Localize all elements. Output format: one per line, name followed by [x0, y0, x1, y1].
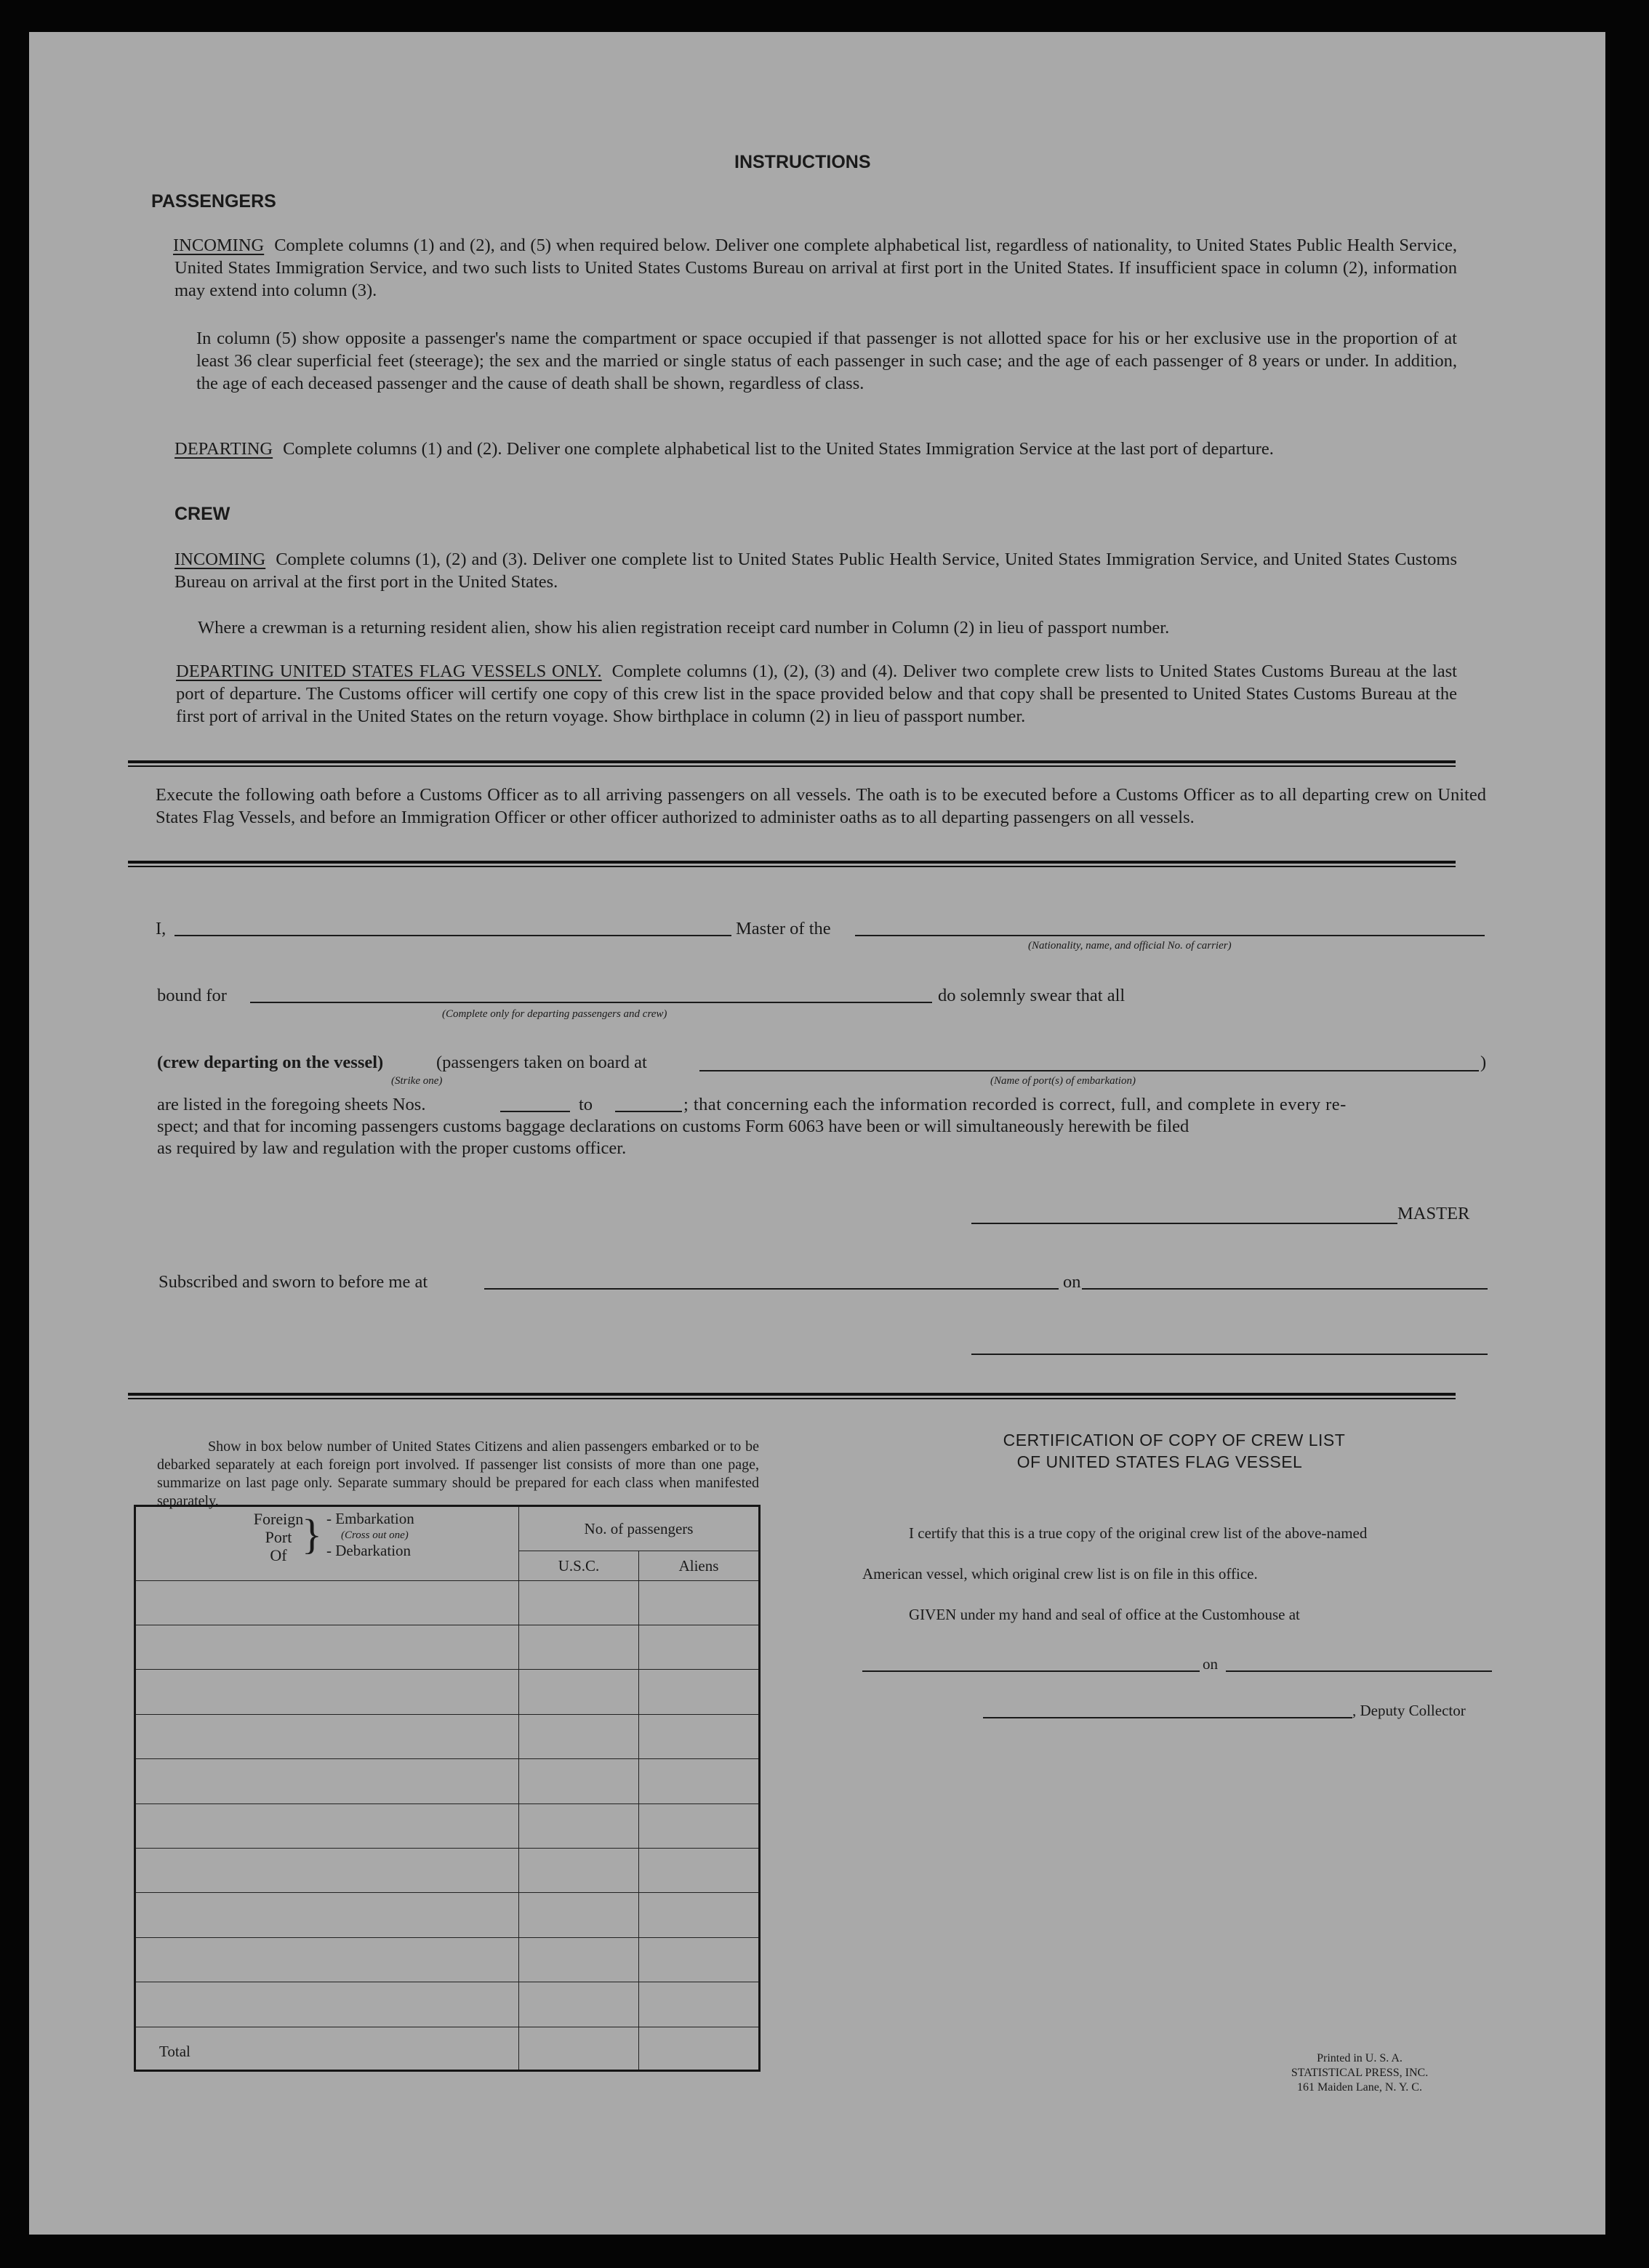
- divider-rule: [128, 1393, 1456, 1399]
- certify-text: I certify that this is a true copy of the original crew list of the above-named: [909, 1524, 1368, 1542]
- master-signature-field[interactable]: [971, 1223, 1397, 1224]
- crew-departing-label: DEPARTING UNITED STATES FLAG VESSELS ONLY.: [176, 662, 602, 681]
- port-cell[interactable]: [135, 1982, 519, 2027]
- master-label: MASTER: [1397, 1204, 1470, 1223]
- foreign-port-of-label: [249, 1510, 308, 1564]
- passengers-departing-paragraph: [174, 438, 1457, 460]
- swear-text: do solemnly swear that all: [938, 986, 1126, 1005]
- listed-prefix: are listed in the foregoing sheets Nos.: [157, 1095, 426, 1114]
- carrier-caption: (Nationality, name, and official No. of carrier): [1028, 940, 1232, 952]
- crew-departing-paragraph: [176, 660, 1457, 728]
- sworn-date-field[interactable]: [1082, 1288, 1488, 1290]
- passengers-taken-option[interactable]: (passengers taken on board at: [436, 1053, 647, 1072]
- aliens-cell[interactable]: [639, 1982, 760, 2027]
- foreign-label: Foreign: [253, 1510, 304, 1528]
- aliens-cell[interactable]: [639, 1937, 760, 1982]
- printer-line1: Printed in U. S. A.: [1317, 2052, 1403, 2064]
- no-of-passengers-header: No. of passengers: [519, 1506, 760, 1551]
- aliens-cell[interactable]: [639, 1580, 760, 1625]
- brace-icon: }: [302, 1511, 322, 1558]
- aliens-cell[interactable]: [639, 1714, 760, 1758]
- deputy-signature-field[interactable]: [983, 1717, 1352, 1718]
- port-cell[interactable]: [135, 1803, 519, 1848]
- customhouse-field[interactable]: [862, 1670, 1200, 1672]
- sheet-to-field[interactable]: [615, 1111, 682, 1112]
- certification-date-field[interactable]: [1226, 1670, 1492, 1672]
- crew-departing-text: (crew departing on the vessel): [157, 1053, 384, 1072]
- printer-line3: 161 Maiden Lane, N. Y. C.: [1297, 2081, 1422, 2094]
- aliens-cell[interactable]: [639, 1625, 760, 1670]
- crew-resident-text: Where a crewman is a returning resident alien, show his alien registration receipt card number in Column (2) in lieu of passport number.: [198, 618, 1170, 638]
- port-cell[interactable]: [135, 1937, 519, 1982]
- port-cell[interactable]: [135, 1625, 519, 1670]
- aliens-total-cell[interactable]: [639, 2027, 760, 2070]
- sheet-from-field[interactable]: [500, 1111, 570, 1112]
- crew-incoming-paragraph: [174, 548, 1457, 593]
- certification-title-line1: CERTIFICATION OF COPY OF CREW LIST: [1003, 1431, 1346, 1449]
- aliens-header: Aliens: [639, 1551, 760, 1580]
- certification-title-line2: OF UNITED STATES FLAG VESSEL: [1016, 1452, 1303, 1471]
- debarkation-label[interactable]: - Debarkation: [326, 1542, 412, 1559]
- divider-rule: [128, 861, 1456, 867]
- usc-cell[interactable]: [519, 1893, 639, 1937]
- usc-total-cell[interactable]: [519, 2027, 639, 2070]
- embarkation-label[interactable]: - Embarkation: [326, 1510, 414, 1527]
- usc-cell[interactable]: [519, 1714, 639, 1758]
- bound-for-label: bound for: [157, 986, 227, 1005]
- passengers-departing-text: Complete columns (1) and (2). Deliver one complete alphabetical list to the United States Immigration Service at the last port of departure.: [283, 439, 1274, 459]
- port-cell[interactable]: [135, 1714, 519, 1758]
- strike-one-caption: (Strike one): [391, 1075, 443, 1087]
- usc-cell[interactable]: [519, 1803, 639, 1848]
- aliens-cell[interactable]: [639, 1670, 760, 1714]
- officer-signature-field[interactable]: [971, 1354, 1488, 1355]
- usc-cell[interactable]: [519, 1625, 639, 1670]
- aliens-cell[interactable]: [639, 1893, 760, 1937]
- usc-cell[interactable]: [519, 1670, 639, 1714]
- aliens-cell[interactable]: [639, 1848, 760, 1892]
- to-label: to: [579, 1095, 593, 1114]
- oath-line3: as required by law and regulation with the proper customs officer.: [157, 1138, 627, 1158]
- port-cell[interactable]: [135, 1759, 519, 1803]
- crew-incoming-text: Complete columns (1), (2) and (3). Deliver one complete list to United States Public Health Service, United States Immigration Service, and United States Customs Bureau on arrival at the first port in the United States.: [174, 550, 1457, 592]
- given-text: GIVEN under my hand and seal of office at the Customhouse at: [909, 1606, 1300, 1623]
- usc-cell[interactable]: [519, 1937, 639, 1982]
- summary-note: Show in box below number of United States Citizens and alien passengers embarked or to be debarked separately at each foreign port involved. If passenger list consists of more than one page, summarize on last page only. Separate summary should be prepared for each class when manifested separately.: [157, 1439, 759, 1509]
- passengers-departing-label: DEPARTING: [174, 439, 273, 459]
- usc-header: U.S.C.: [519, 1551, 639, 1580]
- passengers-column5-text: In column (5) show opposite a passenger's name the compartment or space occupied if that passenger is not allotted space for his or her exclusive use in the proportion of at least 36 clear superficial feet (steerage); the sex and the married or single status of each passenger in such case; and the age of each passenger of 8 years or under. In addition, the age of each deceased passenger and the cause of death shall be shown, regardless of class.: [196, 329, 1457, 393]
- ports-caption: (Name of port(s) of embarkation): [990, 1075, 1136, 1087]
- listed-suffix: ; that concerning each the information recorded is correct, full, and complete in every re-: [683, 1095, 1347, 1114]
- crew-departing-option[interactable]: [157, 1051, 383, 1074]
- passengers-incoming-label: INCOMING: [173, 236, 265, 255]
- port-cell[interactable]: [135, 1670, 519, 1714]
- usc-cell[interactable]: [519, 1580, 639, 1625]
- usc-cell[interactable]: [519, 1982, 639, 2027]
- on-label: on: [1063, 1272, 1081, 1292]
- aliens-cell[interactable]: [639, 1759, 760, 1803]
- cross-out-caption: (Cross out one): [341, 1529, 409, 1541]
- passengers-incoming-text: Complete columns (1) and (2), and (5) when required below. Deliver one complete alphabetical list, regardless of nationality, to United States Public Health Service, United States Immigration Service, and two such lists to United States Customs Bureau on arrival at first port in the United States. If insufficient space in column (2), information may extend into column (3).: [174, 236, 1457, 300]
- crew-incoming-label: INCOMING: [174, 550, 266, 569]
- certification-on-label: on: [1203, 1655, 1218, 1673]
- passenger-summary-table: [134, 1505, 761, 2072]
- divider-rule: [128, 760, 1456, 767]
- port-label: Port: [265, 1528, 292, 1546]
- subscribed-label: Subscribed and sworn to before me at: [159, 1272, 428, 1292]
- passengers-incoming-paragraph: [174, 234, 1457, 302]
- master-of-the-label: Master of the: [736, 919, 831, 938]
- port-cell[interactable]: [135, 1848, 519, 1892]
- crew-heading: CREW: [174, 504, 230, 524]
- port-cell[interactable]: [135, 1893, 519, 1937]
- deputy-collector-label: , Deputy Collector: [1352, 1702, 1466, 1719]
- passengers-heading: PASSENGERS: [151, 191, 276, 212]
- printer-line2: STATISTICAL PRESS, INC.: [1291, 2067, 1429, 2079]
- sworn-place-field[interactable]: [484, 1288, 1059, 1290]
- instructions-title: INSTRUCTIONS: [734, 152, 871, 172]
- aliens-cell[interactable]: [639, 1803, 760, 1848]
- oath-line2: spect; and that for incoming passengers customs baggage declarations on customs Form 6063 have been or will simultaneously herewith be filed: [157, 1117, 1189, 1136]
- bound-for-caption: (Complete only for departing passengers and crew): [442, 1008, 667, 1020]
- foreign-port-header-cell: [135, 1506, 519, 1581]
- usc-cell[interactable]: [519, 1759, 639, 1803]
- oath-intro: Execute the following oath before a Customs Officer as to all arriving passengers on all vessels. The oath is to be executed before a Customs Officer as to all departing crew on United States Flag Vessels, and before an Immigration Officer or other officer authorized to administer oaths as to all departing passengers on all vessels.: [156, 785, 1486, 827]
- printer-imprint: [1251, 2051, 1469, 2095]
- total-label: Total: [135, 2027, 519, 2070]
- usc-cell[interactable]: [519, 1848, 639, 1892]
- crew-departing-text: Complete columns (1), (2), (3) and (4). Deliver two complete crew lists to United States Customs Bureau at the last port of departure. The Customs officer will certify one copy of this crew list in the space provided below and that copy shall be presented to United States Customs Bureau at the first port of arrival in the United States on the return voyage. Show birthplace in column (2) in lieu of passport number.: [176, 662, 1457, 726]
- close-paren: ): [1480, 1053, 1487, 1072]
- master-name-field[interactable]: [174, 935, 731, 936]
- certify-text-line2: American vessel, which original crew list is on file in this office.: [862, 1565, 1258, 1583]
- of-label: Of: [270, 1546, 287, 1564]
- port-cell[interactable]: [135, 1580, 519, 1625]
- oath-i-label: I,: [156, 919, 166, 938]
